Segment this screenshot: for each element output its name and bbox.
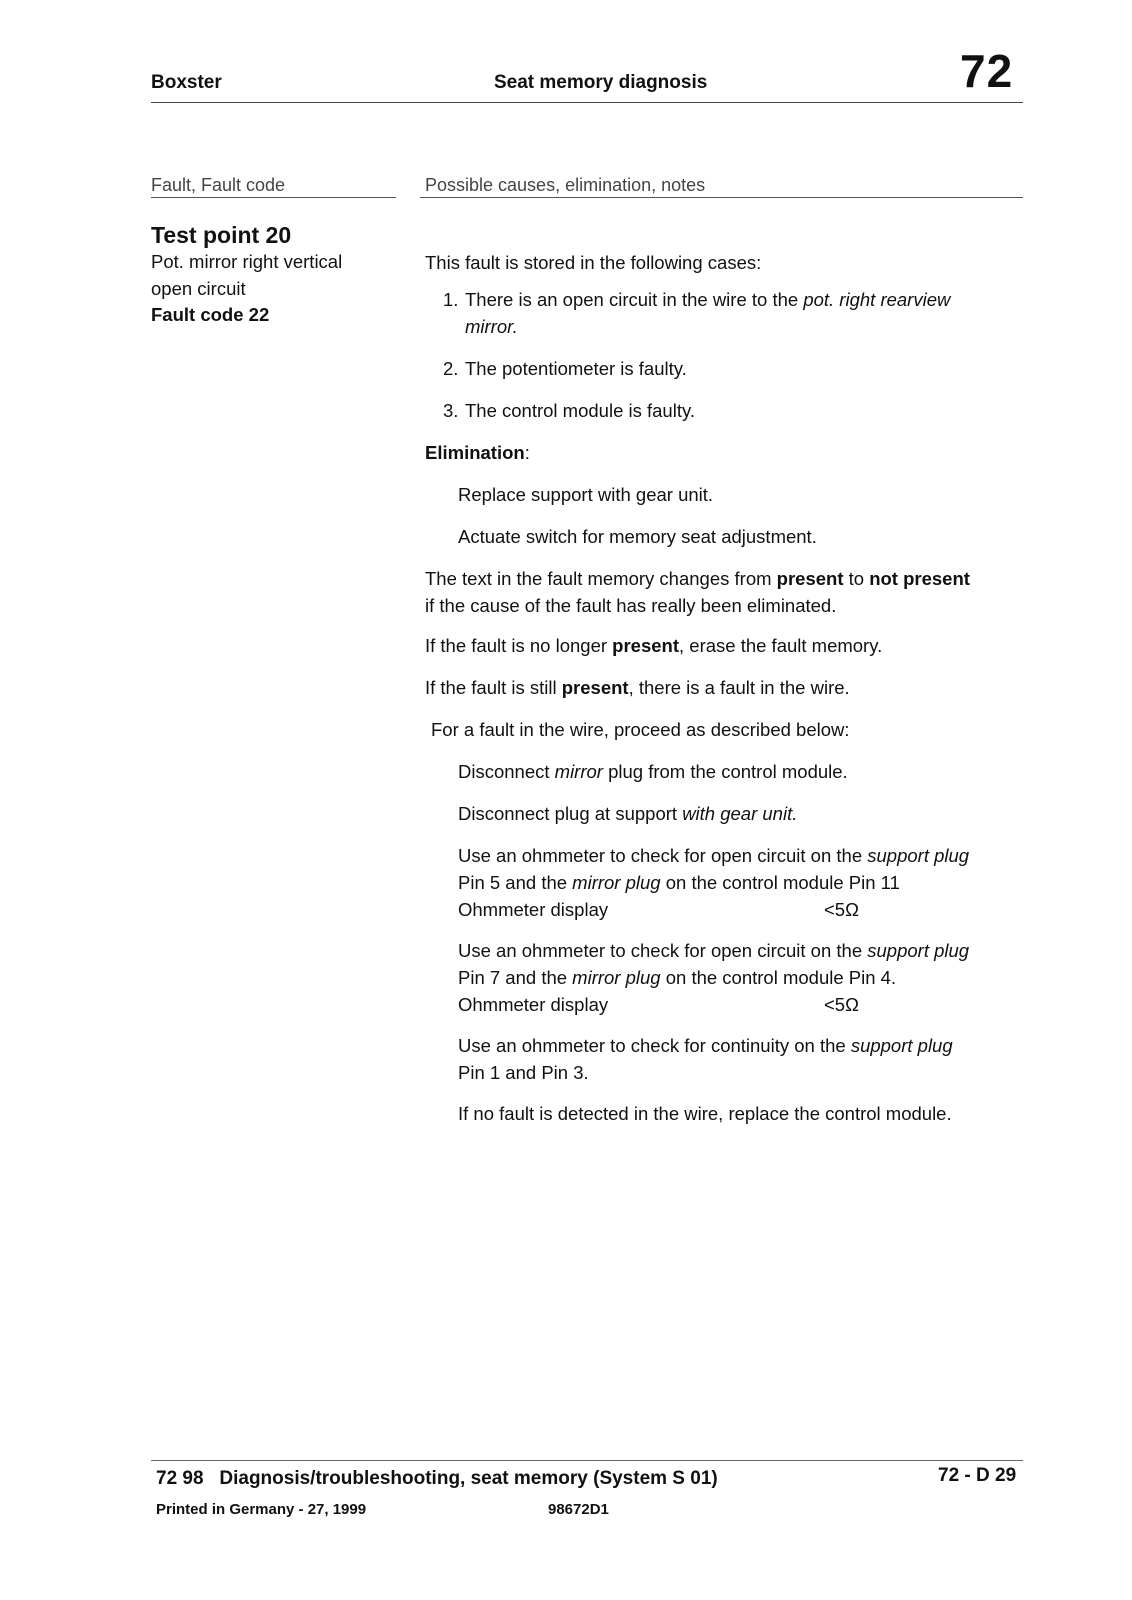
footer-document-title: 72 98 Diagnosis/troubleshooting, seat memory (System S 01) [156,1468,718,1489]
elimination-step-1: Replace support with gear unit. [458,484,714,505]
case-item-2: 2. The potentiometer is faulty. [443,355,687,382]
right-heading-rule [420,197,1023,198]
disconnect-mirror-step: Disconnect mirror plug from the control module. [458,761,848,782]
header-divider [151,102,1023,103]
ohmmeter-check-1: Use an ohmmeter to check for open circuit on the support plug Pin 5 and the mirror plug on the control module Pin 11 [458,845,970,893]
fault-description-line2: open circuit [151,278,246,299]
chapter-number: 72 [960,45,1014,97]
ohmmeter-check-2: Use an ohmmeter to check for open circuit on the support plug Pin 7 and the mirror plug on the control module Pin 4. [458,940,970,988]
fault-description-line1: Pot. mirror right vertical [151,251,343,272]
elimination-step-2: Actuate switch for memory seat adjustment. [458,526,817,547]
header-title: Seat memory diagnosis [494,72,708,93]
ohmmeter-display-value-1: <5Ω [824,899,859,920]
left-column-heading: Fault, Fault code [151,175,286,195]
disconnect-support-step: Disconnect plug at support with gear unit. [458,803,798,824]
footer-page-number: 72 - D 29 [938,1465,1017,1486]
header-model: Boxster [151,72,222,93]
case-number: 2. [443,358,459,379]
test-point-title: Test point 20 [151,222,292,248]
wire-fault-text: If the fault is still present, there is a fault in the wire. [425,677,850,698]
memory-change-text: The text in the fault memory changes from present to not present if the cause of the fault has really been eliminated. [425,568,970,616]
case-number: 1. [443,289,459,310]
ohmmeter-check-3: Use an ohmmeter to check for continuity on the support plug Pin 1 and Pin 3. [458,1035,953,1083]
footer-print-info: Printed in Germany - 27, 1999 [156,1501,367,1518]
final-instruction: If no fault is detected in the wire, replace the control module. [458,1103,952,1124]
case-number: 3. [443,400,459,421]
case-item-1: 1. There is an open circuit in the wire to the pot. right rearview [443,286,1003,313]
intro-text: This fault is stored in the following cases: [425,252,762,273]
case-item-3: 3. The control module is faulty. [443,397,695,424]
footer-doc-code: 98672D1 [548,1501,609,1518]
footer-divider [151,1460,1023,1461]
fault-code: Fault code 22 [151,304,270,325]
ohmmeter-display-label-2: Ohmmeter display [458,994,609,1015]
elimination-heading: Elimination: [425,442,530,463]
right-column-heading: Possible causes, elimination, notes [425,175,706,195]
ohmmeter-display-label-1: Ohmmeter display [458,899,609,920]
case-item-1-cont: mirror. [465,316,518,337]
ohmmeter-display-value-2: <5Ω [824,994,859,1015]
erase-memory-text: If the fault is no longer present, erase the fault memory. [425,635,883,656]
left-heading-rule [151,197,396,198]
proceed-text: For a fault in the wire, proceed as described below: [431,719,850,740]
